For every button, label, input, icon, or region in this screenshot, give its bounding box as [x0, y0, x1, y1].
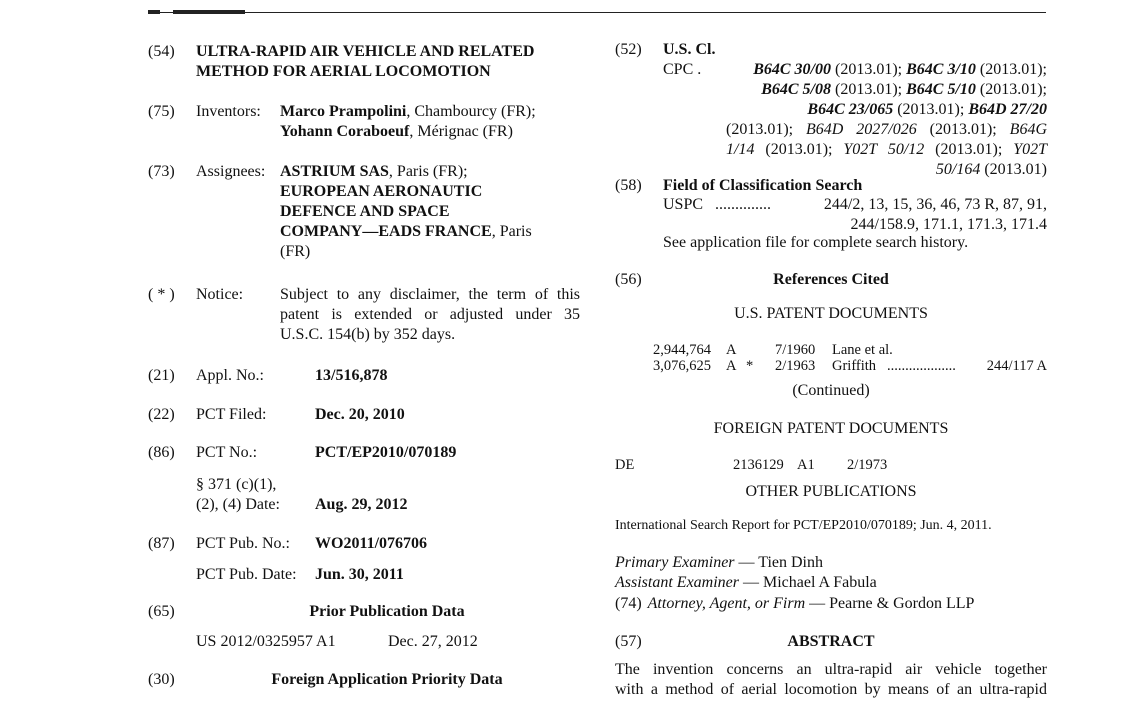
continued-label: (Continued)	[792, 382, 870, 399]
patent-title	[196, 42, 596, 82]
abstract-code: (57)	[615, 633, 642, 650]
us-patent-class: 244/117 A	[986, 358, 1047, 374]
us-patent-date: 7/1960	[775, 342, 816, 358]
us-patent-table	[650, 340, 1047, 376]
uspc-classes	[760, 195, 1047, 235]
assignee-name: ASTRIUM SAS	[280, 163, 389, 180]
notice-line: Subject to any disclaimer, the term of this	[280, 286, 580, 303]
pct-pub-number: WO2011/076706	[315, 535, 428, 552]
header-rule	[148, 12, 1046, 13]
pct-filed-label: PCT Filed:	[196, 406, 267, 423]
cpc-version: (2013.01);	[830, 61, 907, 78]
assistant-examiner	[615, 573, 877, 593]
us-patent-number: 3,076,625	[653, 358, 711, 374]
header-fragment	[148, 10, 160, 14]
prior-pub-date: Dec. 27, 2012	[388, 633, 478, 650]
header-fragment	[173, 10, 245, 14]
assignees-code: (73)	[148, 163, 175, 180]
cpc-version: (2013.01);	[893, 101, 969, 118]
s371-label: § 371 (c)(1),	[196, 476, 277, 493]
inventor-location: , Mérignac (FR)	[409, 123, 513, 140]
s371-date: Aug. 29, 2012	[315, 496, 408, 513]
pct-no-label: PCT No.:	[196, 444, 258, 461]
pct-pub-label: PCT Pub. No.:	[196, 535, 290, 552]
pct-pub-date: Jun. 30, 2011	[315, 566, 404, 583]
assignee-location: (FR)	[280, 243, 311, 260]
cpc-code: B64C 30/00	[753, 61, 831, 78]
us-patent-name: Lane et al.	[832, 342, 893, 358]
uspc-label-row	[663, 195, 771, 215]
foreign-patent-number: 2136129	[733, 457, 784, 473]
assignees-label: Assignees:	[196, 163, 266, 180]
assistant-examiner-label: Assistant Examiner	[615, 574, 739, 591]
cpc-label: CPC	[663, 61, 694, 78]
cpc-version: (2013.01);	[975, 81, 1047, 98]
foreign-patent-country: DE	[615, 457, 635, 473]
cpc-version: (2013.01);	[726, 121, 807, 138]
cpc-version: (2013.01);	[754, 141, 844, 158]
cpc-code: B64D 27/20	[968, 101, 1047, 118]
us-patent-kind: A	[726, 358, 737, 374]
assignee-location: , Paris	[491, 223, 532, 240]
abstract-heading: ABSTRACT	[787, 633, 875, 650]
us-patent-name: Griffith	[832, 358, 877, 374]
cpc-code: 1/14	[726, 141, 755, 158]
cpc-code: B64G	[1009, 121, 1047, 138]
primary-examiner	[615, 553, 823, 573]
title-line: ULTRA-RAPID AIR VEHICLE AND RELATED	[196, 43, 535, 60]
attorney-label: Attorney, Agent, or Firm	[647, 595, 806, 612]
uspc-line: 244/158.9, 171.1, 171.3, 171.4	[850, 216, 1047, 233]
title-code: (54)	[148, 43, 175, 60]
field-search-code: (58)	[615, 177, 642, 194]
inventor-name: Marco Prampolini	[280, 103, 407, 120]
cpc-code: B64C 5/10	[906, 81, 976, 98]
cpc-version: (2013.01);	[975, 61, 1047, 78]
notice-code: ( * )	[148, 286, 175, 303]
references-code: (56)	[615, 271, 642, 288]
assignees-list	[280, 162, 590, 262]
foreign-patents-heading: FOREIGN PATENT DOCUMENTS	[713, 420, 949, 437]
appl-label: Appl. No.:	[196, 367, 264, 384]
uspc-label: USPC	[663, 196, 704, 213]
cpc-classifications-cont	[726, 120, 1047, 180]
inventor-name: Yohann Coraboeuf	[280, 123, 410, 140]
uspc-line: 244/2, 13, 15, 36, 46, 73 R, 87, 91,	[823, 196, 1047, 213]
foreign-patent-date: 2/1973	[847, 457, 888, 473]
cpc-code: Y02T 50/12	[843, 141, 925, 158]
cpc-version: (2013.01);	[924, 141, 1014, 158]
appl-code: (21)	[148, 367, 175, 384]
us-patent-kind: A	[726, 342, 737, 358]
us-patent-dots: ...................	[887, 358, 956, 374]
abstract-line: The invention concerns an ultra-rapid air vehicle together	[615, 661, 1047, 678]
other-publications-heading: OTHER PUBLICATIONS	[745, 483, 917, 500]
assignee-location: , Paris (FR);	[388, 163, 468, 180]
pct-no-value: PCT/EP2010/070189	[315, 444, 457, 461]
other-publication: International Search Report for PCT/EP2010/070189; Jun. 4, 2011.	[615, 518, 992, 533]
title-line: METHOD FOR AERIAL LOCOMOTION	[196, 63, 491, 80]
cpc-code: B64C 23/065	[807, 101, 894, 118]
search-history-note: See application file for complete search history.	[663, 234, 969, 251]
primary-examiner-name: — Tien Dinh	[734, 554, 823, 571]
pct-filed-code: (22)	[148, 406, 175, 423]
pct-pub-code: (87)	[148, 535, 175, 552]
appl-number: 13/516,878	[315, 367, 388, 384]
us-patent-star: *	[746, 358, 754, 374]
us-patent-date: 2/1963	[775, 358, 816, 374]
prior-pub-code: (65)	[148, 603, 175, 620]
cpc-code: Y02T	[1013, 141, 1047, 158]
us-patents-heading: U.S. PATENT DOCUMENTS	[734, 305, 928, 322]
s371-label: (2), (4) Date:	[196, 496, 280, 513]
pct-no-code: (86)	[148, 444, 175, 461]
abstract-text	[615, 660, 1047, 700]
assignee-name: COMPANY—EADS FRANCE	[280, 223, 492, 240]
references-heading: References Cited	[773, 271, 889, 288]
assignee-name: DEFENCE AND SPACE	[280, 203, 450, 220]
inventors-list	[280, 102, 590, 142]
cpc-version: (2013.01);	[916, 121, 1010, 138]
attorney	[615, 594, 974, 614]
cpc-classifications	[700, 60, 1047, 120]
notice-label: Notice:	[196, 286, 244, 303]
foreign-priority-heading: Foreign Application Priority Data	[271, 671, 503, 688]
pct-pub-date-label: PCT Pub. Date:	[196, 566, 297, 583]
prior-pub-heading: Prior Publication Data	[309, 603, 465, 620]
inventor-location: , Chambourcy (FR);	[406, 103, 536, 120]
abstract-line: with a method of aerial locomotion by means of an ultra-rapid	[615, 681, 1047, 698]
uspc-leader-dots: ..............	[715, 196, 772, 213]
primary-examiner-label: Primary Examiner	[615, 554, 735, 571]
cpc-code: B64C 5/08	[761, 81, 831, 98]
cpc-label-row: CPC .	[663, 61, 702, 78]
us-cl-heading: U.S. Cl.	[663, 41, 716, 58]
us-patent-number: 2,944,764	[653, 342, 711, 358]
assistant-examiner-name: — Michael A Fabula	[739, 574, 877, 591]
notice-line: patent is extended or adjusted under 35	[280, 306, 580, 323]
field-search-heading: Field of Classification Search	[663, 177, 863, 194]
notice-line: U.S.C. 154(b) by 352 days.	[280, 326, 456, 343]
us-cl-code: (52)	[615, 41, 642, 58]
inventors-code: (75)	[148, 103, 175, 120]
cpc-code: B64D 2027/026	[806, 121, 917, 138]
inventors-label: Inventors:	[196, 103, 261, 120]
notice-text	[280, 285, 580, 345]
cpc-version: (2013.01)	[980, 161, 1047, 178]
attorney-name: — Pearne & Gordon LLP	[805, 595, 975, 612]
attorney-code: (74)	[615, 595, 642, 612]
pct-filed-date: Dec. 20, 2010	[315, 406, 405, 423]
cpc-code: B64C 3/10	[906, 61, 976, 78]
cpc-code: 50/164	[935, 161, 981, 178]
prior-pub-doc: US 2012/0325957 A1	[196, 633, 336, 650]
assignee-name: EUROPEAN AERONAUTIC	[280, 183, 483, 200]
cpc-version: (2013.01);	[830, 81, 907, 98]
foreign-patent-kind: A1	[797, 457, 815, 473]
foreign-priority-code: (30)	[148, 671, 175, 688]
